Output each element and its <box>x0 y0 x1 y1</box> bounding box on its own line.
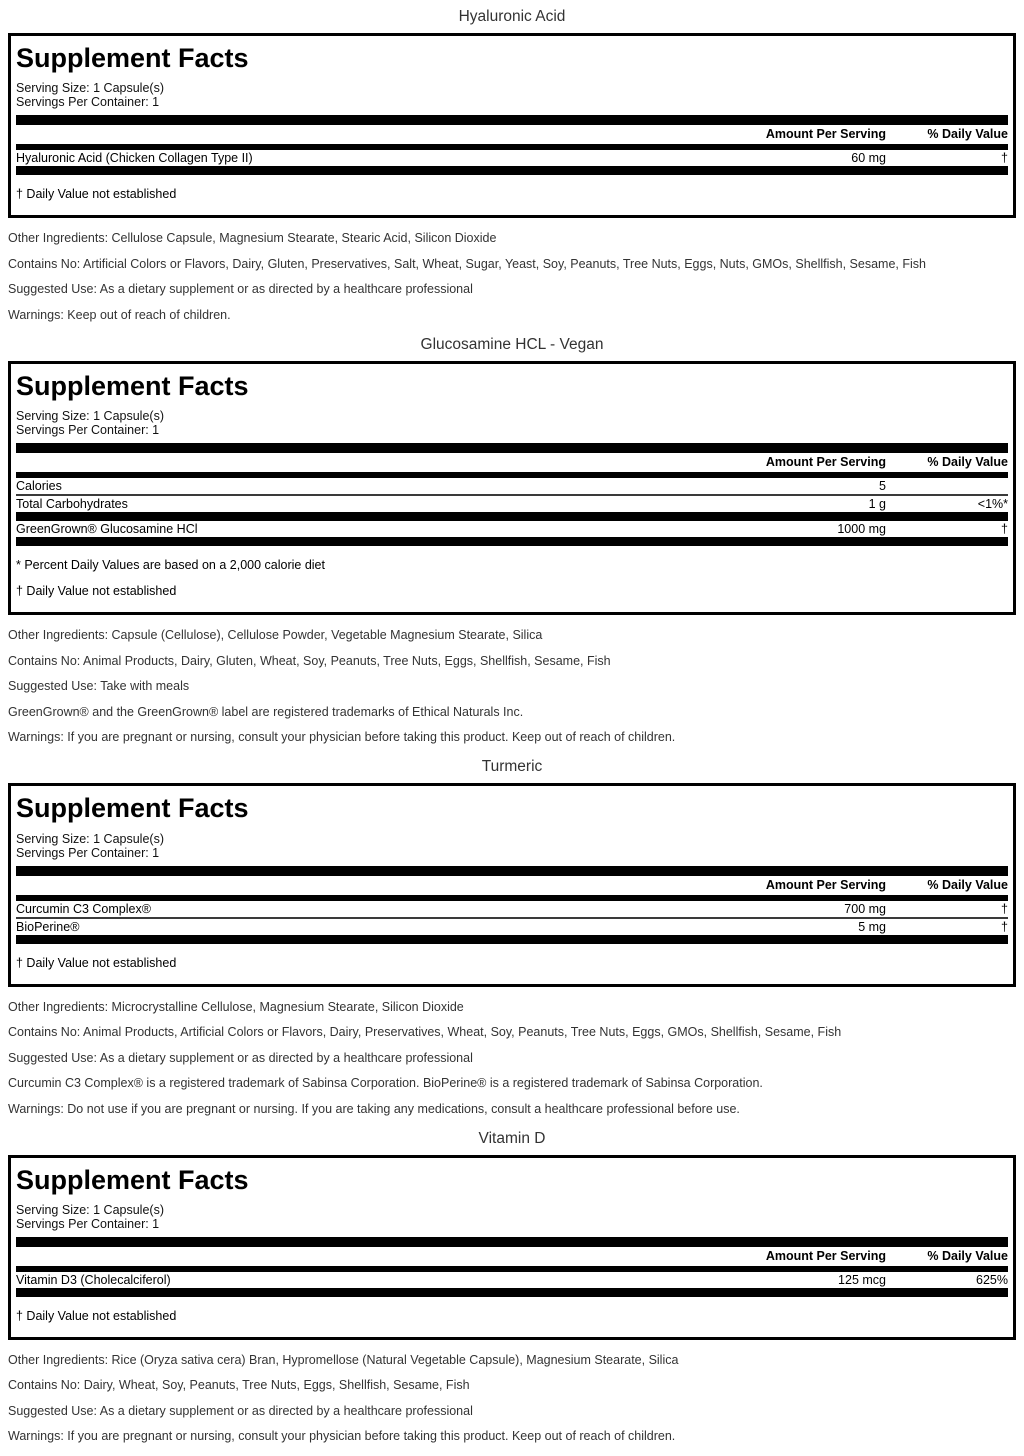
footnote: † Daily Value not established <box>16 955 177 970</box>
serving-size: Serving Size: 1 Capsule(s) <box>16 409 164 424</box>
ingredient-amount: 1000 mg <box>837 522 886 537</box>
column-header-daily-value: % Daily Value <box>927 1248 1008 1263</box>
column-header-amount: Amount Per Serving <box>765 1248 886 1263</box>
footnote: † Daily Value not established <box>16 1308 177 1323</box>
ingredient-amount: 1 g <box>868 497 886 512</box>
divider-bar <box>16 1288 1008 1297</box>
ingredient-name: Hyaluronic Acid (Chicken Collagen Type II) <box>16 151 253 166</box>
fact-row <box>16 901 1008 917</box>
serving-size: Serving Size: 1 Capsule(s) <box>16 1202 164 1217</box>
suggested-use-text: Suggested Use: Take with meals <box>8 679 190 694</box>
ingredient-daily-value: † <box>1001 522 1008 537</box>
fact-row <box>16 1272 1008 1288</box>
other-ingredients-text: Other Ingredients: Rice (Oryza sativa cera) Bran, Hypromellose (Natural Vegetable Capsule), Magnesium Stearate, Silica <box>8 1352 679 1367</box>
ingredient-name: Calories <box>16 479 62 494</box>
serving-size: Serving Size: 1 Capsule(s) <box>16 81 164 96</box>
supplement-facts-panel <box>8 33 1016 218</box>
divider-bar <box>16 512 1008 521</box>
facts-heading: Supplement Facts <box>16 793 249 824</box>
fact-row <box>16 150 1008 166</box>
servings-per-container: Servings Per Container: 1 <box>16 423 160 438</box>
warnings-text: Warnings: If you are pregnant or nursing, consult your physician before taking this product. Keep out of reach of children. <box>8 1429 676 1444</box>
column-header-amount: Amount Per Serving <box>765 455 886 470</box>
ingredient-name: Total Carbohydrates <box>16 497 128 512</box>
warnings-text: Warnings: Do not use if you are pregnant or nursing. If you are taking any medications, consult a healthcare professional before use. <box>8 1101 740 1116</box>
suggested-use-text: Suggested Use: As a dietary supplement or as directed by a healthcare professional <box>8 1403 473 1418</box>
column-headers <box>16 876 1008 895</box>
ingredient-amount: 125 mcg <box>838 1272 886 1287</box>
footnote: † Daily Value not established <box>16 584 177 599</box>
section-hyaluronic-acid <box>8 8 1016 323</box>
servings-per-container: Servings Per Container: 1 <box>16 1216 160 1231</box>
other-ingredients-text: Other Ingredients: Cellulose Capsule, Magnesium Stearate, Stearic Acid, Silicon Dioxide <box>8 231 497 246</box>
footnote: † Daily Value not established <box>16 187 177 202</box>
ingredient-daily-value: † <box>1001 901 1008 916</box>
divider-bar <box>16 1237 1008 1247</box>
facts-heading: Supplement Facts <box>16 1164 249 1195</box>
column-header-amount: Amount Per Serving <box>765 877 886 892</box>
divider-bar <box>16 866 1008 876</box>
suggested-use-text: Suggested Use: As a dietary supplement or as directed by a healthcare professional <box>8 282 473 297</box>
fact-row <box>16 521 1008 537</box>
divider-bar <box>16 115 1008 125</box>
fact-row <box>16 478 1008 494</box>
divider-bar <box>16 537 1008 546</box>
warnings-text: Warnings: Keep out of reach of children. <box>8 307 231 322</box>
column-headers <box>16 453 1008 472</box>
other-ingredients-text: Other Ingredients: Capsule (Cellulose), Cellulose Powder, Vegetable Magnesium Stearate, Silica <box>8 628 543 643</box>
product-title: Vitamin D <box>478 1129 546 1147</box>
column-header-daily-value: % Daily Value <box>927 455 1008 470</box>
servings-per-container: Servings Per Container: 1 <box>16 95 160 110</box>
other-ingredients-text: Other Ingredients: Microcrystalline Cellulose, Magnesium Stearate, Silicon Dioxide <box>8 999 464 1014</box>
divider-bar <box>16 935 1008 944</box>
product-title: Glucosamine HCL - Vegan <box>420 335 604 353</box>
column-header-daily-value: % Daily Value <box>927 877 1008 892</box>
divider-bar <box>16 443 1008 453</box>
trademark-text: GreenGrown® and the GreenGrown® label are registered trademarks of Ethical Naturals Inc. <box>8 704 524 719</box>
ingredient-daily-value: 625% <box>976 1272 1008 1287</box>
column-headers <box>16 125 1008 144</box>
ingredient-name: BioPerine® <box>16 919 80 934</box>
section-glucosamine-hcl <box>8 336 1016 745</box>
column-headers <box>16 1247 1008 1266</box>
facts-heading: Supplement Facts <box>16 370 249 401</box>
trademark-text: Curcumin C3 Complex® is a registered trademark of Sabinsa Corporation. BioPerine® is a registered trademark of Sabinsa Corporation. <box>8 1076 763 1091</box>
contains-no-text: Contains No: Animal Products, Artificial Colors or Flavors, Dairy, Preservatives, Wheat, Soy, Peanuts, Tree Nuts, Eggs, GMOs, Shellfish, Sesame, Fish <box>8 1025 842 1040</box>
ingredient-amount: 5 mg <box>858 919 886 934</box>
footnote: * Percent Daily Values are based on a 2,000 calorie diet <box>16 558 325 573</box>
contains-no-text: Contains No: Animal Products, Dairy, Gluten, Wheat, Soy, Peanuts, Tree Nuts, Eggs, Shellfish, Sesame, Fish <box>8 653 611 668</box>
column-header-amount: Amount Per Serving <box>765 127 886 142</box>
ingredient-amount: 5 <box>879 479 886 494</box>
ingredient-name: Vitamin D3 (Cholecalciferol) <box>16 1272 171 1287</box>
contains-no-text: Contains No: Artificial Colors or Flavors, Dairy, Gluten, Preservatives, Salt, Wheat, Sugar, Yeast, Soy, Peanuts, Tree Nuts, Eggs, Nuts, GMOs, Shellfish, Sesame, Fish <box>8 256 926 271</box>
ingredient-daily-value: † <box>1001 151 1008 166</box>
fact-row <box>16 919 1008 935</box>
supplement-facts-panel <box>8 783 1016 986</box>
divider-bar <box>16 166 1008 175</box>
warnings-text: Warnings: If you are pregnant or nursing, consult your physician before taking this product. Keep out of reach of children. <box>8 730 676 745</box>
fact-row <box>16 496 1008 512</box>
servings-per-container: Servings Per Container: 1 <box>16 845 160 860</box>
ingredient-daily-value: † <box>1001 919 1008 934</box>
supplement-facts-panel <box>8 1155 1016 1340</box>
serving-size: Serving Size: 1 Capsule(s) <box>16 831 164 846</box>
ingredient-amount: 60 mg <box>851 151 886 166</box>
suggested-use-text: Suggested Use: As a dietary supplement or as directed by a healthcare professional <box>8 1050 473 1065</box>
supplement-facts-panel <box>8 361 1016 615</box>
ingredient-amount: 700 mg <box>844 901 886 916</box>
facts-heading: Supplement Facts <box>16 43 249 73</box>
ingredient-name: GreenGrown® Glucosamine HCl <box>16 522 198 537</box>
ingredient-daily-value: <1%* <box>977 497 1008 512</box>
ingredient-name: Curcumin C3 Complex® <box>16 901 151 916</box>
section-turmeric <box>8 758 1016 1116</box>
column-header-daily-value: % Daily Value <box>927 127 1008 142</box>
contains-no-text: Contains No: Dairy, Wheat, Soy, Peanuts, Tree Nuts, Eggs, Shellfish, Sesame, Fish <box>8 1378 470 1393</box>
product-title: Hyaluronic Acid <box>458 8 566 25</box>
product-title: Turmeric <box>481 758 543 776</box>
section-vitamin-d <box>8 1130 1016 1445</box>
